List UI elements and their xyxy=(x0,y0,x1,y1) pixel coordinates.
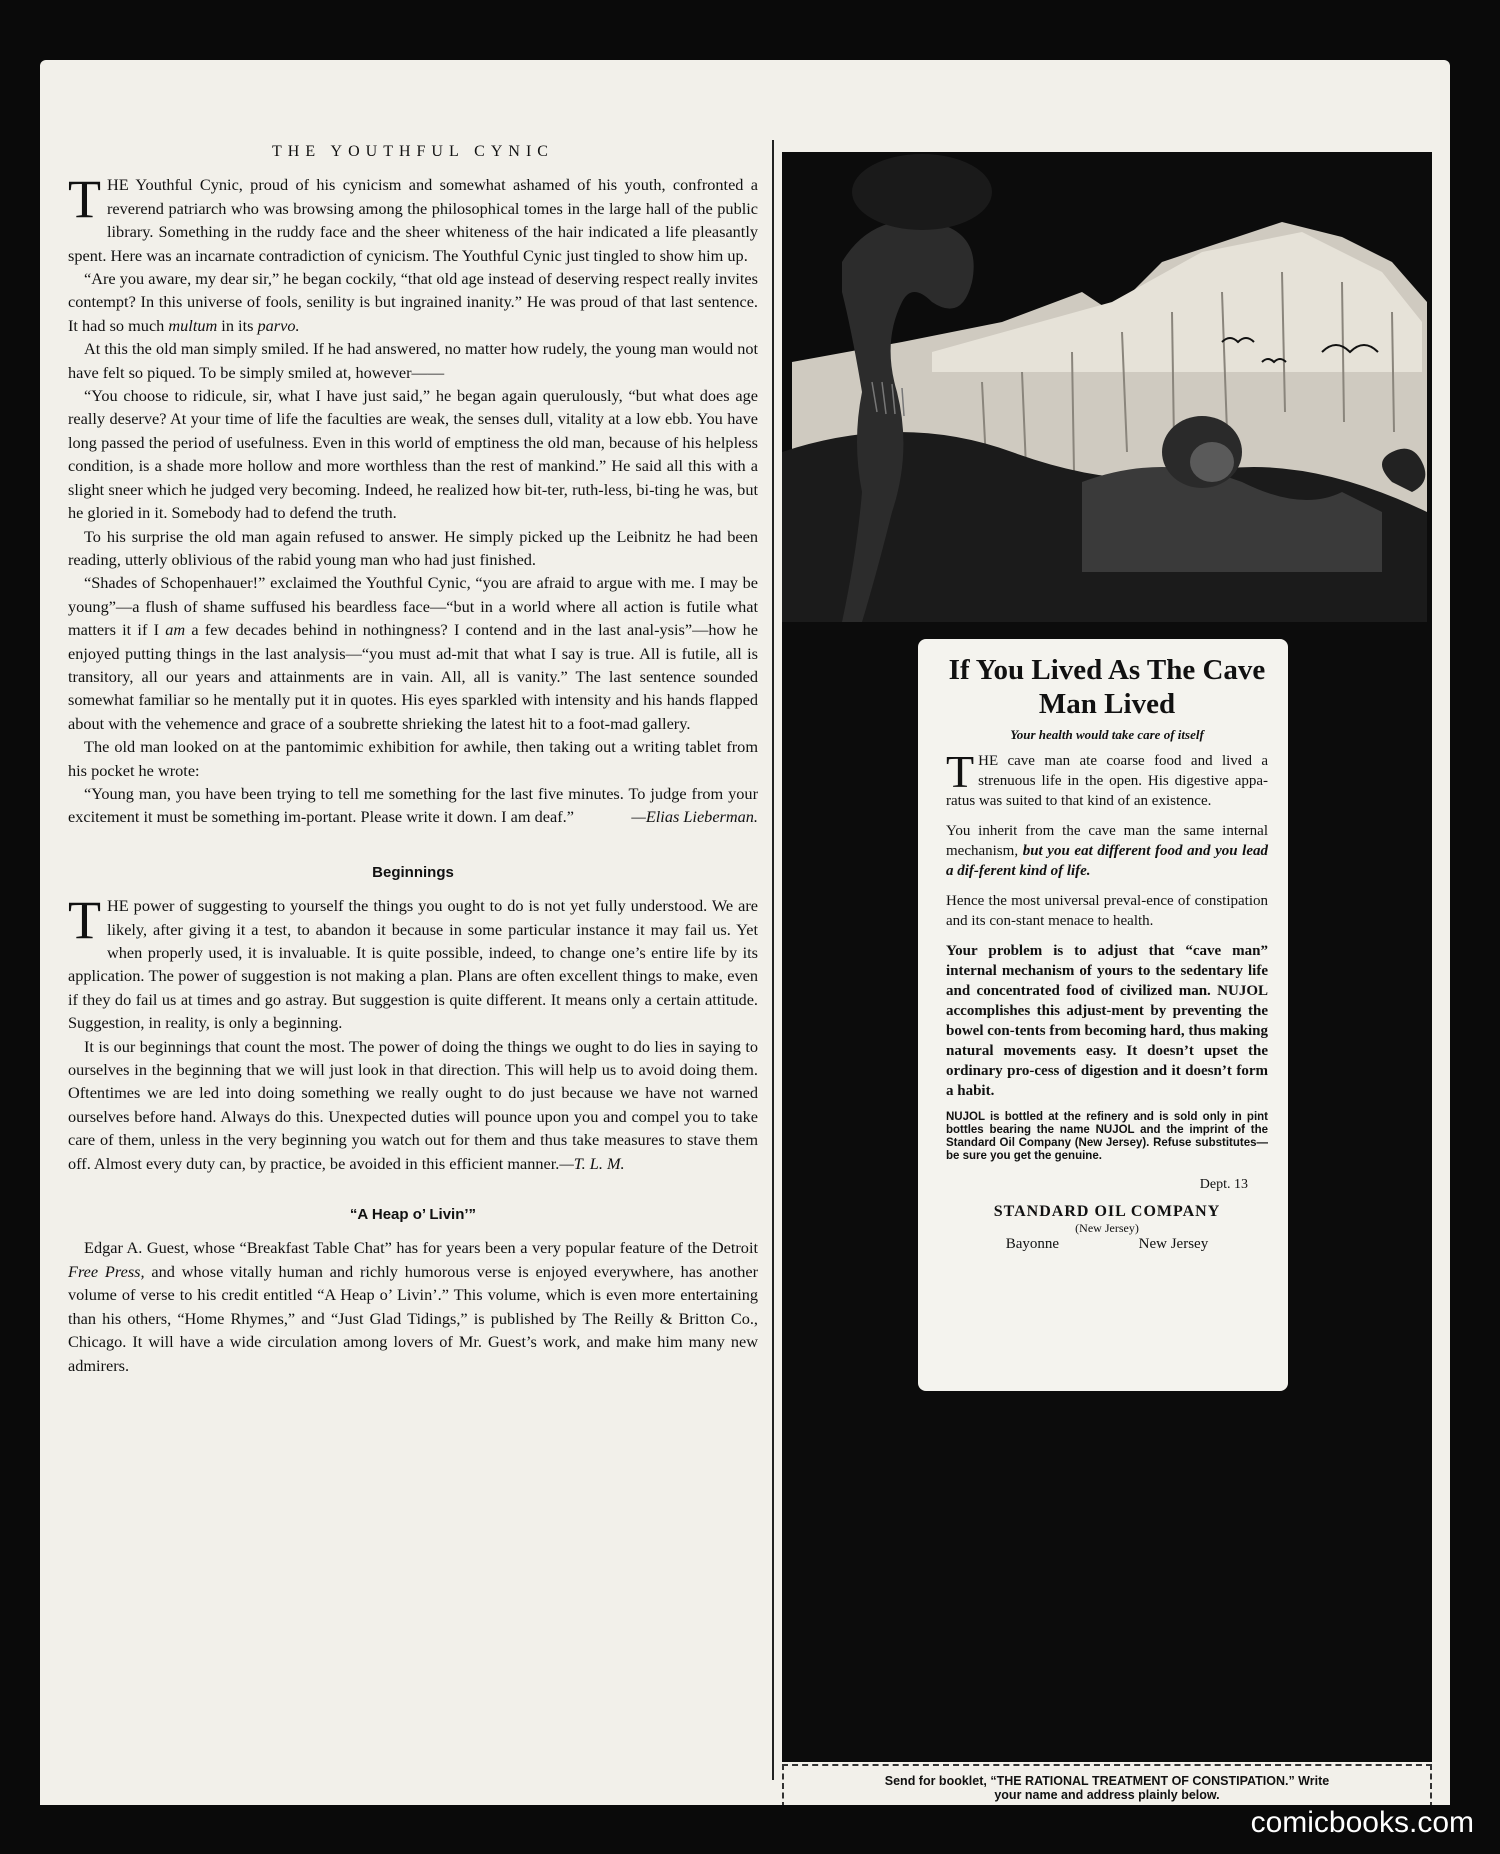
ad-fine-print: NUJOL is bottled at the refinery and is sold only in pint bottles bearing the name NUJOL and the imprint of the Standard Oil Company (New Jersey). Refuse substitutes—be sure you get the genuine. xyxy=(946,1111,1268,1162)
paragraph-text: Edgar A. Guest, whose “Breakfast Table Chat” has for years been a very popular feature of the Detroit xyxy=(84,1238,758,1258)
company-address xyxy=(946,1236,1268,1253)
coupon-fields xyxy=(784,1802,1430,1805)
italic-word: multum xyxy=(168,315,218,335)
paragraph-text: and whose vitally human and richly humorous verse is enjoyed everywhere, has another volume of verse to his credit entitled “A Heap o’ Livin’.” This volume, which is even more entertaining than his others, “Home Rhymes,” and “Just Glad Tidings,” is published by The Reilly & Britton Co., Chicago. It will have a wide circulation among lovers of Mr. Guest’s work, and make him many new admirers. xyxy=(68,1261,758,1375)
author-signature: —Elias Lieberman. xyxy=(631,807,758,827)
article-title-heap-o-livin: “A Heap o’ Livin’” xyxy=(349,1206,477,1224)
company-location-state: New Jersey xyxy=(1138,1236,1209,1252)
ad-headline: If You Lived As The Cave Man Lived xyxy=(948,654,1266,720)
drop-cap: T xyxy=(68,169,101,230)
company-state: (New Jersey) xyxy=(1075,1221,1139,1235)
ad-paragraph xyxy=(946,821,1268,881)
paragraph-text: in its xyxy=(217,315,258,335)
paragraph xyxy=(68,782,758,829)
paragraph-text: HE cave man ate coarse food and lived a strenuous life in the open. His digestive appa-ratus was suited to that kind of an existence. xyxy=(946,753,1268,809)
article-title-youthful-cynic: THE YOUTHFUL CYNIC xyxy=(272,143,554,160)
column-divider xyxy=(772,140,774,1780)
paragraph-text: “Young man, you have been trying to tell me something for the last five minutes. To judge from your excitement it must be something im-portant. Please write it down. I am deaf.” xyxy=(68,783,758,827)
drop-cap: T xyxy=(68,890,101,951)
paragraph xyxy=(68,571,758,735)
company-city: Bayonne xyxy=(1005,1236,1060,1252)
paragraph-text: HE Youthful Cynic, proud of his cynicism and somewhat ashamed of his youth, confronted a reverend patriarch who was browsing among the philosophical tomes in the large hall of the public library. Something in the ruddy face and the sheer whiteness of the hair indicated a life pleasantly spent. Here was an incarnate contradiction of cynicism. The Youthful Cynic just tingled to show him up. xyxy=(68,175,758,265)
paragraph-text: “Are you aware, my dear sir,” he began cockily, “that old age instead of deserving respect really invites contempt? In this universe of fools, senility is but ingrained inanity.” He was proud of that last sentence. It had so much xyxy=(68,269,758,335)
nujol-advertisement xyxy=(782,152,1432,1762)
paragraph: “You choose to ridicule, sir, what I have just said,” he began again querulously, “but what does age really deserve? At your time of life the faculties are weak, the senses dull, vitality at a low ebb. You have long passed the period of usefulness. Even in this world of emptiness the old man, because of his helpless condition, is a shade more hollow and more worthless than the rest of mankind.” He said all this with a slight sneer which he judged very becoming. Indeed, he realized how bit-ter, ruth-less, bi-ting he was, but he gloried in it. Somebody had to defend the truth. xyxy=(68,386,758,523)
coupon-instructions-2: your name and address plainly below. xyxy=(994,1788,1220,1802)
drop-cap: T xyxy=(946,746,975,797)
article-title-beginnings: Beginnings xyxy=(372,863,454,881)
italic-word: Free Press, xyxy=(68,1261,145,1281)
mail-coupon xyxy=(782,1764,1432,1805)
coupon-instructions: Send for booklet, “THE RATIONAL TREATMENT OF CONSTIPATION.” Write xyxy=(884,1774,1330,1788)
paragraph-text: It is our beginnings that count the most. The power of doing the things we ought to do lies in saying to ourselves in the beginning that we will just look in that direction. This will help us to avoid doing them. Oftentimes we are led into doing something we really ought to do just because we have not warned ourselves before hand. Always do this. Unexpected duties will pounce upon you and compel you to take care of them, unless in the very beginning you watch out for them and thus take measures to stave them off. Almost every duty can, by practice, be avoided in this efficient manner. xyxy=(68,1036,758,1173)
italic-word: am xyxy=(165,620,186,640)
paragraph xyxy=(68,1236,758,1376)
company-name: STANDARD OIL COMPANY xyxy=(993,1203,1221,1220)
site-watermark: comicbooks.com xyxy=(1250,1806,1474,1839)
paragraph xyxy=(68,1035,758,1175)
left-column xyxy=(68,140,758,1377)
paragraph: At this the old man simply smiled. If he had answered, no matter how rudely, the young man would not have felt so piqued. To be simply smiled at, however—— xyxy=(68,339,758,382)
ad-dept: Dept. 13 xyxy=(1199,1177,1248,1192)
paragraph xyxy=(68,890,758,1034)
author-signature: —T. L. M. xyxy=(559,1153,625,1173)
paragraph-text: “Shades of Schopenhauer!” exclaimed the Youthful Cynic, “you are afraid to argue with me. I may be young”—a flush of shame suffused his beardless face—“but in a world where all action is futile what matters it if I xyxy=(68,573,758,640)
ad-tagline: Your health would take care of itself xyxy=(1010,727,1204,742)
magazine-page xyxy=(40,60,1450,1805)
paragraph: The old man looked on at the pantomimic exhibition for awhile, then taking out a writing tablet from his pocket he wrote: xyxy=(68,737,758,780)
paragraph: To his surprise the old man again refused to answer. He simply picked up the Leibnitz he had been reading, utterly oblivious of the rabid young man who had just finished. xyxy=(68,526,758,569)
paragraph xyxy=(68,169,758,267)
italic-word: parvo. xyxy=(257,315,300,335)
paragraph-text: HE power of suggesting to yourself the things you ought to do is not yet fully understood. We are likely, after giving it a test, to abandon it because in some particular instance it may fail us. Yet when properly used, it is invaluable. It is quite possible, indeed, to change one’s entire life by its application. The power of suggestion is not making a plan. Plans are often excellent things to make, even if they do fail us at times and go astray. But suggestion is quite different. It means only a certain attitude. Suggestion, in reality, is only a beginning. xyxy=(68,896,758,1033)
paragraph-text: You inherit from the cave man the same internal mechanism, xyxy=(946,823,1268,859)
ad-paragraph xyxy=(946,746,1268,811)
italic-emphasis: but you eat different food and you lead a dif-ferent kind of life. xyxy=(946,843,1268,879)
paragraph xyxy=(68,267,758,337)
paragraph-text: a few decades behind in nothingness? I contend and in the last anal-ysis”—how he enjoyed putting things in the last analysis—“you must ad-mit that what I say is true. All is futile, all is transitory, all our years and attainments are in vain. All, all is vanity.” The last sentence sounded somewhat familiar so he mentally put it in quotes. His eyes sparkled with intensity and his hands flapped about with the vehemence and grace of a soubrette shrieking the latest hit to a foot-mad gallery. xyxy=(68,620,758,733)
ad-paragraph: Your problem is to adjust that “cave man” internal mechanism of yours to the sedentary life and concentrated food of civilized man. NUJOL accomplishes this adjust-ment by preventing the bowel con-tents from becoming hard, thus making natural movements easy. It doesn’t upset the ordinary pro-cess of digestion and it doesn’t form a habit. xyxy=(946,943,1268,1099)
ad-copy-panel xyxy=(918,639,1288,1391)
ad-paragraph: Hence the most universal preval-ence of constipation and its con-stant menace to health. xyxy=(946,893,1268,929)
